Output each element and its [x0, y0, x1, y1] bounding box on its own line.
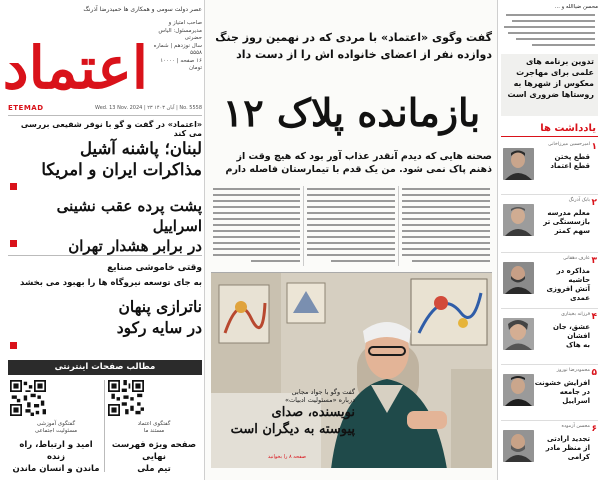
- note-item[interactable]: [501, 142, 598, 194]
- divider: [501, 364, 598, 365]
- note-author: محمودرضا نوروز: [556, 368, 590, 373]
- red-marker: [10, 183, 17, 190]
- note-title-line: به هاک: [566, 341, 590, 349]
- main-headline[interactable]: بازمانده پلاک ۱۲: [222, 90, 481, 135]
- red-marker: [10, 342, 17, 349]
- divider: [501, 252, 598, 253]
- industry-kicker: وقتی خاموشی صنایع: [107, 263, 202, 273]
- photo-caption: [219, 388, 355, 438]
- note-author: امیرحسین میرزاخانی: [548, 142, 590, 147]
- red-marker: [10, 240, 17, 247]
- divider: [501, 194, 598, 195]
- newspaper-logo[interactable]: اعتماد: [2, 34, 148, 102]
- qr-caption: [10, 421, 102, 435]
- notes-heading: یادداشت ها: [501, 120, 598, 137]
- headline-line: ناترازی پنهان: [118, 297, 202, 316]
- lead-subheadline: [211, 150, 492, 176]
- note-title-line: بازسستگی تر: [543, 218, 590, 226]
- lead-kicker-line1: گفت وگوی «اعتماد» با مردی که در نهمین روز جنگ: [215, 31, 492, 44]
- article-body-columns: [211, 186, 492, 270]
- note-item[interactable]: [501, 312, 598, 364]
- headline-line: در سایه رکود: [116, 318, 202, 337]
- date-line: Wed. 13 Nov. 2024 | ۲۳ آبان ۱۴۰۳ | No. 5558: [95, 105, 202, 111]
- note-item[interactable]: [501, 256, 598, 308]
- read-more-link[interactable]: صفحه ۸ را بخوانید: [267, 454, 306, 460]
- qr-title-line: ماندن و انسان ماندن: [12, 464, 100, 474]
- note-title-line: آتش افروزی عمدی: [546, 285, 590, 302]
- headline-line: لبنان؛ پاشنه آشیل: [79, 139, 202, 158]
- author-photo: [503, 374, 534, 406]
- featured-line: تدوین برنامه های: [525, 57, 594, 66]
- featured-line: علمی برای مهاجرت: [516, 68, 594, 77]
- note-number: ۵: [591, 368, 597, 378]
- author-photo: [503, 262, 534, 294]
- masthead-top-line: عصر دولت سومی و همکاری ها حمیدرضا آذرنگ: [83, 6, 202, 13]
- interview-photo[interactable]: [211, 272, 492, 468]
- note-author: محسن آزموده: [561, 424, 590, 429]
- divider: [104, 380, 105, 472]
- headline-line: در برابر هشدار تهران: [68, 237, 202, 255]
- portrait-photo: [211, 273, 492, 468]
- photo-headline[interactable]: [219, 404, 355, 438]
- masthead-info: [148, 20, 202, 73]
- masthead: [2, 6, 202, 108]
- note-item[interactable]: [501, 424, 598, 476]
- note-number: ۳: [591, 256, 597, 266]
- qr-caption-line: گفتگوی آموزشی: [36, 421, 76, 427]
- note-number: ۲: [591, 198, 597, 208]
- note-title: [534, 267, 590, 303]
- note-author: فرزانه بخیتاری: [561, 312, 590, 317]
- note-title: [534, 435, 590, 462]
- note-number: ۴: [591, 312, 597, 322]
- divider: [501, 420, 598, 421]
- photo-kicker: گفت وگو با جواد مجابی: [291, 388, 355, 396]
- featured-box-text: [505, 56, 594, 100]
- lebanon-headline[interactable]: [8, 138, 202, 180]
- subheadline-line: ذهنم پاک نمی شود. من یک قدم با تیمارستان فاصله دارم: [225, 164, 492, 175]
- left-column: [0, 0, 205, 480]
- masthead-info-line: صاحب امتیاز و مدیرمسئول: الیاس حضرتی: [158, 20, 202, 41]
- english-masthead: ETEMAD: [8, 104, 44, 112]
- imbalance-headline[interactable]: [8, 296, 202, 338]
- featured-line: معکوس از شهرها به: [513, 79, 594, 88]
- lead-article-body: [211, 186, 492, 272]
- qr-title: [10, 439, 102, 475]
- online-pages-bar[interactable]: مطالب صفحات اینترنتی: [8, 360, 202, 375]
- note-title-line: قطع پختن: [554, 153, 590, 161]
- qr-code-icon[interactable]: [108, 380, 144, 416]
- qr-caption: [108, 421, 200, 435]
- note-title: [534, 153, 590, 171]
- israel-headline[interactable]: [8, 196, 202, 256]
- divider: [8, 115, 202, 116]
- right-top-text-lines: [502, 12, 597, 50]
- headline-line: مذاکرات ایران و امریکا: [41, 160, 202, 179]
- note-author: بابک آذرنگ: [568, 198, 590, 203]
- featured-line: روستاها ضروری است: [507, 90, 594, 99]
- qr-title: [108, 439, 200, 475]
- note-title: [534, 209, 590, 236]
- headline-line: پشت پرده عقب نشینی اسراییل: [56, 197, 202, 235]
- center-column: [207, 0, 494, 480]
- note-number: ۱: [591, 142, 597, 152]
- note-title-line: در جامعه اسراییل: [559, 388, 590, 405]
- note-title-line: عشق، جان افشان: [553, 323, 590, 340]
- note-number: ۶: [591, 424, 597, 434]
- note-title: [534, 379, 590, 406]
- photo-headline-line: پیوسته به دیگران است: [230, 422, 355, 437]
- note-title-line: تجدید ارادتی: [547, 435, 590, 443]
- divider: [501, 308, 598, 309]
- right-column: [497, 0, 600, 480]
- left-kicker: «اعتماد» در گفت و گو با نوفر شفیعی بررسی می کند: [20, 120, 202, 138]
- qr-item[interactable]: [10, 380, 102, 475]
- qr-title-line: امید و ارتباط، راه زنده: [19, 440, 93, 462]
- note-title-line: افزایش خشونت: [534, 379, 590, 387]
- photo-headline-line: نویسنده، صدای: [271, 405, 355, 420]
- qr-caption-line: گفتگوی اعتماد: [137, 421, 171, 427]
- qr-caption-line: مستند ما: [143, 428, 165, 434]
- note-item[interactable]: [501, 368, 598, 420]
- note-title-line: معلم مدرسه: [547, 209, 590, 217]
- featured-box[interactable]: [501, 54, 598, 116]
- author-photo: [503, 204, 534, 236]
- note-title-line: مذاکره در حاشیه: [556, 267, 590, 284]
- photo-kicker: درباره «مسئولیت ادبیات»: [285, 396, 355, 404]
- right-top-text: محسن ضیاالله و ...: [554, 4, 598, 10]
- note-item[interactable]: [501, 198, 598, 250]
- qr-caption-line: مسئولیت اجتماعی: [34, 428, 78, 434]
- note-title: [534, 323, 590, 350]
- note-title-line: از منظر مادر کرامی: [545, 444, 590, 461]
- lead-kicker-line2: دوازده نفر از اعضای خانواده اش را از دست داد: [236, 48, 492, 61]
- note-author: عارف دهقانی: [562, 256, 590, 261]
- note-title-line: سهم کمتر: [554, 227, 590, 235]
- masthead-info-line: سال نوزدهم | شماره ۵۵۵۸: [153, 42, 202, 56]
- author-photo: [503, 318, 534, 350]
- qr-title-line: تیم ملی: [137, 464, 171, 474]
- author-photo: [503, 430, 534, 462]
- qr-item[interactable]: [108, 380, 200, 475]
- qr-title-line: صفحه ویژه فهرست نهایی: [111, 440, 197, 462]
- note-title-line: قطع اعتماد: [550, 162, 590, 170]
- subheadline-line: صحنه هایی که دیدم آنقدر عذاب آور بود که هیچ وقت از: [236, 151, 492, 162]
- masthead-info-line: ۱۶ صفحه | ۱۰۰۰۰ تومان: [160, 57, 202, 71]
- divider: [8, 255, 202, 256]
- author-photo: [503, 148, 534, 180]
- qr-code-icon[interactable]: [10, 380, 46, 416]
- industry-subline: به جای توسعه نیروگاه ها را بهبود می بخشد: [20, 278, 202, 288]
